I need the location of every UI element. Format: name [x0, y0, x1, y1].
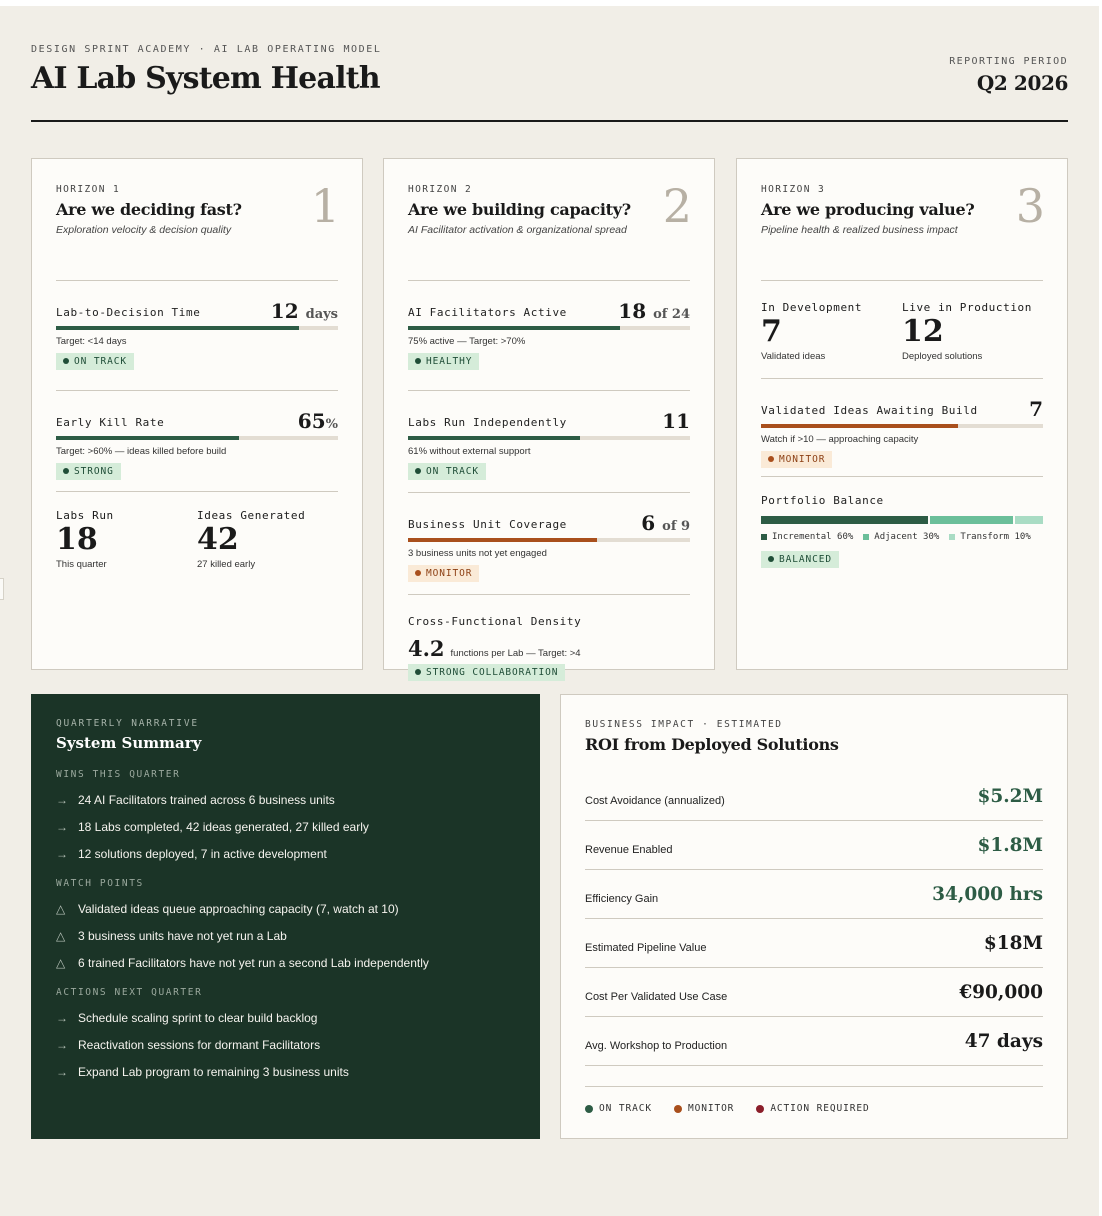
- status-dot-icon: [585, 1105, 593, 1113]
- horizon-subtitle: Pipeline health & realized business impact: [761, 224, 958, 236]
- metric-portfolio-balance: [761, 477, 1043, 568]
- horizon-1-header: [56, 179, 340, 281]
- status-legend-item: [585, 1103, 652, 1114]
- metric-name: Cross-Functional Density: [408, 615, 582, 628]
- stat-value: 18: [56, 522, 98, 557]
- stat-note: 27 killed early: [197, 559, 256, 570]
- status-badge: MONITOR: [408, 565, 479, 582]
- metric-note: Target: <14 days: [56, 336, 127, 347]
- stat-value: 7: [761, 314, 782, 349]
- roi-label: Cost Avoidance (annualized): [585, 795, 725, 807]
- roi-value: $18M: [983, 932, 1043, 954]
- progress-bar: [56, 326, 338, 330]
- legend-label: Transform 10%: [960, 532, 1031, 542]
- roi-label: Cost Per Validated Use Case: [585, 991, 728, 1003]
- horizon-number: 1: [310, 179, 340, 233]
- status-legend-label: MONITOR: [687, 1103, 735, 1114]
- stat-note: Deployed solutions: [902, 351, 983, 362]
- metric-early-kill-rate: [56, 391, 338, 492]
- roi-row: [585, 772, 1043, 821]
- arrow-right-icon: →: [56, 847, 68, 861]
- narrative-item-text: 6 trained Facilitators have not yet run a second Lab independently: [78, 956, 429, 970]
- roi-value: $5.2M: [977, 785, 1043, 807]
- horizon-question: Are we building capacity?: [408, 200, 631, 219]
- stat-pair: [56, 492, 338, 570]
- progress-fill: [56, 326, 299, 330]
- progress-fill: [761, 424, 958, 428]
- portfolio-legend-item: [949, 532, 1030, 542]
- status-dot-icon: [415, 669, 421, 675]
- metric-name: AI Facilitators Active: [408, 306, 567, 319]
- narrative-item-text: Schedule scaling sprint to clear build backlog: [78, 1011, 318, 1025]
- status-dot-icon: [768, 556, 774, 562]
- page-title: AI Lab System Health: [31, 61, 380, 96]
- roi-row: [585, 968, 1043, 1017]
- horizon-2-card: [383, 158, 715, 678]
- horizon-label: HORIZON 3: [761, 184, 826, 195]
- horizon-1-card: [31, 158, 363, 670]
- stat-ideas-generated: [197, 509, 338, 570]
- portfolio-segment: [1015, 516, 1043, 524]
- actions-label: ACTIONS NEXT QUARTER: [56, 987, 203, 998]
- portfolio-legend-item: [761, 532, 853, 542]
- status-dot-icon: [415, 570, 421, 576]
- metric-note: 75% active — Target: >70%: [408, 336, 526, 347]
- legend-swatch-icon: [863, 534, 869, 540]
- status-dot-icon: [415, 468, 421, 474]
- narrative-item-text: Reactivation sessions for dormant Facilitators: [78, 1038, 321, 1052]
- progress-fill: [408, 436, 580, 440]
- roi-value: €90,000: [959, 981, 1043, 1003]
- narrative-item: [56, 1065, 515, 1079]
- metric-cross-functional-density: [408, 595, 690, 681]
- progress-bar: [761, 424, 1043, 428]
- portfolio-segment: [761, 516, 928, 524]
- arrow-right-icon: →: [56, 1011, 68, 1025]
- wins-label: WINS THIS QUARTER: [56, 769, 181, 780]
- status-dot-icon: [756, 1105, 764, 1113]
- status-legend-item: [756, 1103, 869, 1114]
- wins-list: [56, 793, 515, 861]
- side-handle[interactable]: [0, 578, 4, 600]
- horizon-subtitle: AI Facilitator activation & organizational spread: [408, 224, 627, 236]
- narrative-item: [56, 820, 515, 834]
- arrow-right-icon: →: [56, 1065, 68, 1079]
- header-eyebrow: DESIGN SPRINT ACADEMY · AI LAB OPERATING MODEL: [31, 44, 382, 55]
- status-badge: STRONG: [56, 463, 121, 480]
- warning-triangle-icon: △: [56, 956, 66, 970]
- warning-triangle-icon: △: [56, 902, 66, 916]
- portfolio-bar: [761, 516, 1043, 524]
- roi-value: $1.8M: [977, 834, 1043, 856]
- progress-fill: [56, 436, 239, 440]
- status-dot-icon: [63, 468, 69, 474]
- roi-panel: [560, 694, 1068, 1139]
- portfolio-legend-item: [863, 532, 939, 542]
- status-legend-item: [674, 1103, 734, 1114]
- stat-label: Live in Production: [902, 301, 1033, 314]
- stat-label: In Development: [761, 301, 863, 314]
- arrow-right-icon: →: [56, 793, 68, 807]
- horizon-number: 3: [1015, 179, 1045, 233]
- narrative-item: [56, 847, 515, 861]
- legend-label: Adjacent 30%: [874, 532, 940, 542]
- stat-label: Ideas Generated: [197, 509, 306, 522]
- roi-row: [585, 919, 1043, 968]
- stat-value: 12: [902, 314, 944, 349]
- metric-name: Labs Run Independently: [408, 416, 567, 429]
- arrow-right-icon: →: [56, 820, 68, 834]
- portfolio-segment: [930, 516, 1013, 524]
- narrative-item-text: 24 AI Facilitators trained across 6 business units: [78, 793, 335, 807]
- metric-name: Lab-to-Decision Time: [56, 306, 201, 319]
- status-dot-icon: [674, 1105, 682, 1113]
- top-strip: [0, 0, 1102, 6]
- period-label: REPORTING PERIOD: [949, 56, 1068, 67]
- horizon-question: Are we producing value?: [761, 200, 975, 219]
- metric-value: 7: [1029, 397, 1043, 421]
- narrative-item-text: Validated ideas queue approaching capacity (7, watch at 10): [78, 902, 399, 916]
- status-legend: [585, 1086, 1043, 1114]
- metric-lab-to-decision: [56, 281, 338, 391]
- status-badge: ON TRACK: [408, 463, 486, 480]
- period-value: Q2 2026: [976, 71, 1068, 95]
- status-dot-icon: [415, 358, 421, 364]
- roi-row: [585, 1017, 1043, 1066]
- watch-label: WATCH POINTS: [56, 878, 144, 889]
- metric-labs-independent: [408, 391, 690, 493]
- progress-bar: [56, 436, 338, 440]
- reporting-period: [949, 56, 1068, 95]
- status-badge: ON TRACK: [56, 353, 134, 370]
- status-dot-icon: [63, 358, 69, 364]
- metric-name: Validated Ideas Awaiting Build: [761, 404, 978, 417]
- progress-bar: [408, 436, 690, 440]
- metric-facilitators-active: [408, 281, 690, 391]
- metric-awaiting-build: [761, 379, 1043, 477]
- roi-label: Efficiency Gain: [585, 893, 659, 905]
- roi-eyebrow: BUSINESS IMPACT · ESTIMATED: [585, 719, 783, 730]
- narrative-item: [56, 956, 515, 970]
- stat-note: Validated ideas: [761, 351, 826, 362]
- status-dot-icon: [768, 456, 774, 462]
- metric-value: 6 of 9: [641, 511, 690, 535]
- narrative-item-text: Expand Lab program to remaining 3 business units: [78, 1065, 349, 1079]
- horizon-label: HORIZON 1: [56, 184, 121, 195]
- narrative-item: [56, 1011, 515, 1025]
- metric-note: Watch if >10 — approaching capacity: [761, 434, 919, 445]
- progress-bar: [408, 538, 690, 542]
- metric-note: Target: >60% — ideas killed before build: [56, 446, 227, 457]
- status-badge: MONITOR: [761, 451, 832, 468]
- status-legend-label: ACTION REQUIRED: [770, 1103, 870, 1114]
- roi-row: [585, 870, 1043, 919]
- metric-note: functions per Lab — Target: >4: [450, 648, 581, 659]
- watch-list: [56, 902, 515, 970]
- horizon-2-header: [408, 179, 692, 281]
- horizon-3-card: [736, 158, 1068, 670]
- metric-name: Portfolio Balance: [761, 494, 884, 507]
- metric-value: 11: [662, 409, 690, 433]
- narrative-item: [56, 1038, 515, 1052]
- legend-swatch-icon: [949, 534, 955, 540]
- system-summary-panel: [31, 694, 540, 1139]
- narrative-title: System Summary: [56, 734, 202, 752]
- roi-value: 34,000 hrs: [932, 883, 1043, 905]
- horizon-label: HORIZON 2: [408, 184, 473, 195]
- metric-name: Early Kill Rate: [56, 416, 165, 429]
- warning-triangle-icon: △: [56, 929, 66, 943]
- arrow-right-icon: →: [56, 1038, 68, 1052]
- narrative-item-text: 12 solutions deployed, 7 in active development: [78, 847, 327, 861]
- status-badge: HEALTHY: [408, 353, 479, 370]
- narrative-item: [56, 929, 515, 943]
- progress-bar: [408, 326, 690, 330]
- roi-label: Estimated Pipeline Value: [585, 942, 707, 954]
- narrative-item: [56, 902, 515, 916]
- metric-note: 3 business units not yet engaged: [408, 548, 547, 559]
- stat-labs-run: [56, 509, 197, 570]
- roi-row: [585, 821, 1043, 870]
- roi-title: ROI from Deployed Solutions: [585, 735, 839, 754]
- stat-label: Labs Run: [56, 509, 114, 522]
- stat-note: This quarter: [56, 559, 107, 570]
- metric-value: 65%: [297, 409, 338, 433]
- horizon-number: 2: [662, 179, 692, 233]
- status-legend-label: ON TRACK: [599, 1103, 652, 1114]
- metric-bu-coverage: [408, 493, 690, 595]
- progress-fill: [408, 538, 597, 542]
- roi-label: Avg. Workshop to Production: [585, 1040, 728, 1052]
- portfolio-legend: [761, 532, 1043, 542]
- status-badge: STRONG COLLABORATION: [408, 664, 565, 681]
- roi-list: [585, 772, 1043, 1066]
- metric-value: 4.2: [408, 636, 445, 661]
- stat-value: 42: [197, 522, 239, 557]
- narrative-item-text: 3 business units have not yet run a Lab: [78, 929, 287, 943]
- progress-fill: [408, 326, 620, 330]
- legend-label: Incremental 60%: [772, 532, 854, 542]
- metric-note: 61% without external support: [408, 446, 531, 457]
- horizon-3-header: [761, 179, 1045, 281]
- horizon-subtitle: Exploration velocity & decision quality: [56, 224, 232, 236]
- status-badge: BALANCED: [761, 551, 839, 568]
- narrative-item: [56, 793, 515, 807]
- legend-swatch-icon: [761, 534, 767, 540]
- roi-label: Revenue Enabled: [585, 844, 673, 856]
- stat-in-development: [761, 301, 902, 362]
- metric-value: 18 of 24: [618, 299, 690, 323]
- narrative-item-text: 18 Labs completed, 42 ideas generated, 27 killed early: [78, 820, 369, 834]
- roi-value: 47 days: [964, 1030, 1043, 1052]
- actions-list: [56, 1011, 515, 1079]
- stat-live-in-production: [902, 301, 1043, 362]
- metric-value: 12 days: [270, 299, 338, 323]
- horizon-question: Are we deciding fast?: [56, 200, 242, 219]
- pipeline-stats: [761, 281, 1043, 379]
- page-header: [31, 44, 1068, 122]
- narrative-eyebrow: QUARTERLY NARRATIVE: [56, 718, 199, 729]
- metric-name: Business Unit Coverage: [408, 518, 567, 531]
